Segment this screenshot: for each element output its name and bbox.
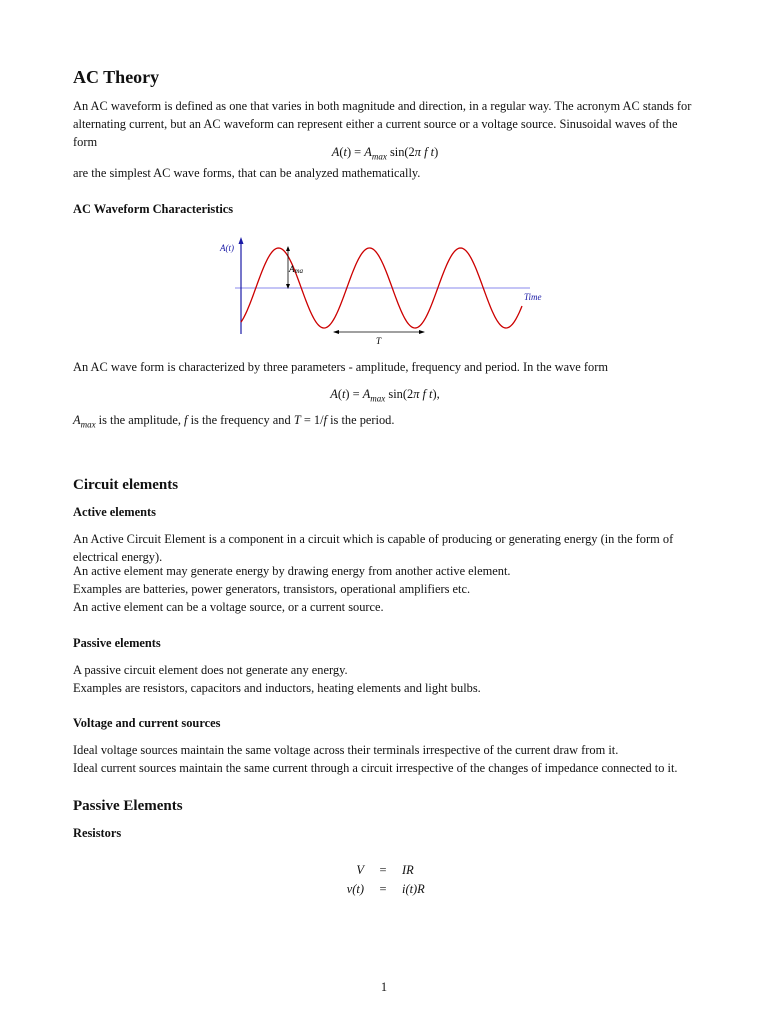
active-line-3: Examples are batteries, power generators, transistors, operational amplifiers etc. [73, 582, 471, 596]
vertical-axis-arrowhead [239, 237, 244, 244]
f-symbol: f [184, 413, 188, 427]
active-line-1: An Active Circuit Element is a component in a circuit which is capable of producing or generating energy (in the form of electrical energy). [73, 532, 674, 564]
parameters-paragraph: An AC wave form is characterized by three parameters - amplitude, frequency and period. In the wave form [73, 360, 608, 374]
page-number: 1 [380, 980, 388, 994]
eq1-rhs: IR [402, 863, 414, 877]
intro-paragraph: An AC waveform is defined as one that varies in both magnitude and direction, in a regular way. The acronym AC stands for alternating current, but an AC waveform can represent either a current source or a voltage source. Sinusoidal waves of the form [73, 99, 692, 149]
equation-ac-waveform: $A(t) = A_{max}$ sin(2π f t) [331, 145, 439, 162]
period-arrow-left [333, 330, 339, 334]
section-title-ac-theory: AC Theory [73, 67, 160, 87]
section-title-circuit-elements: Circuit elements [73, 477, 179, 493]
subsection-voltage-current-sources: Voltage and current sources [73, 716, 221, 730]
passive-line-1: A passive circuit element does not generate any energy. [73, 663, 348, 677]
f-symbol-2: f [323, 413, 327, 427]
subsection-resistors: Resistors [73, 826, 122, 840]
amplitude-label: Ama [289, 264, 304, 275]
eq1-lhs: V [356, 863, 364, 877]
y-axis-label: A(t) [220, 243, 234, 253]
period-label: T [376, 336, 382, 346]
amax-symbol: $A_{max}$ [73, 413, 96, 430]
eq2-op: = [379, 882, 387, 896]
frequency-text: is the frequency and [187, 413, 294, 427]
eq2-rhs: i(t)R [402, 882, 425, 896]
subsection-waveform-characteristics: AC Waveform Characteristics [73, 202, 234, 216]
amplitude-text: is the amplitude, [95, 413, 185, 427]
section-title-passive-elements: Passive Elements [73, 798, 183, 814]
sources-line-2: Ideal current sources maintain the same current through a circuit irrespective of the changes of impedance connected to it. [73, 761, 678, 775]
period-equation-text: = 1/ [300, 413, 324, 427]
equation-ac-waveform-2: $A(t) = A_{max}$ sin(2π f t), [330, 387, 440, 404]
eq1-op: = [379, 863, 387, 877]
passive-line-2: Examples are resistors, capacitors and inductors, heating elements and light bulbs. [73, 681, 481, 695]
intro-conclusion: are the simplest AC wave forms, that can be analyzed mathematically. [73, 166, 421, 180]
sources-line-1: Ideal voltage sources maintain the same voltage across their terminals irrespective of the current draw from it. [73, 743, 619, 757]
ohms-law-equations [330, 862, 462, 900]
parameters-definition [73, 412, 697, 432]
t-symbol: T [293, 413, 301, 427]
active-line-2: An active element may generate energy by drawing energy from another active element. [73, 564, 511, 578]
x-axis-label: Time [524, 292, 542, 302]
subsection-passive-elements: Passive elements [73, 636, 161, 650]
period-text: is the period. [327, 413, 395, 427]
eq2-lhs: v(t) [346, 882, 364, 896]
amplitude-arrow-top [286, 246, 290, 251]
equation-row-1 [330, 862, 462, 881]
ac-waveform-figure [210, 234, 560, 349]
active-line-4: An active element can be a voltage source, or a current source. [73, 600, 384, 614]
subsection-active-elements: Active elements [73, 505, 156, 519]
period-arrow-right [419, 330, 425, 334]
equation-row-2 [330, 881, 462, 900]
